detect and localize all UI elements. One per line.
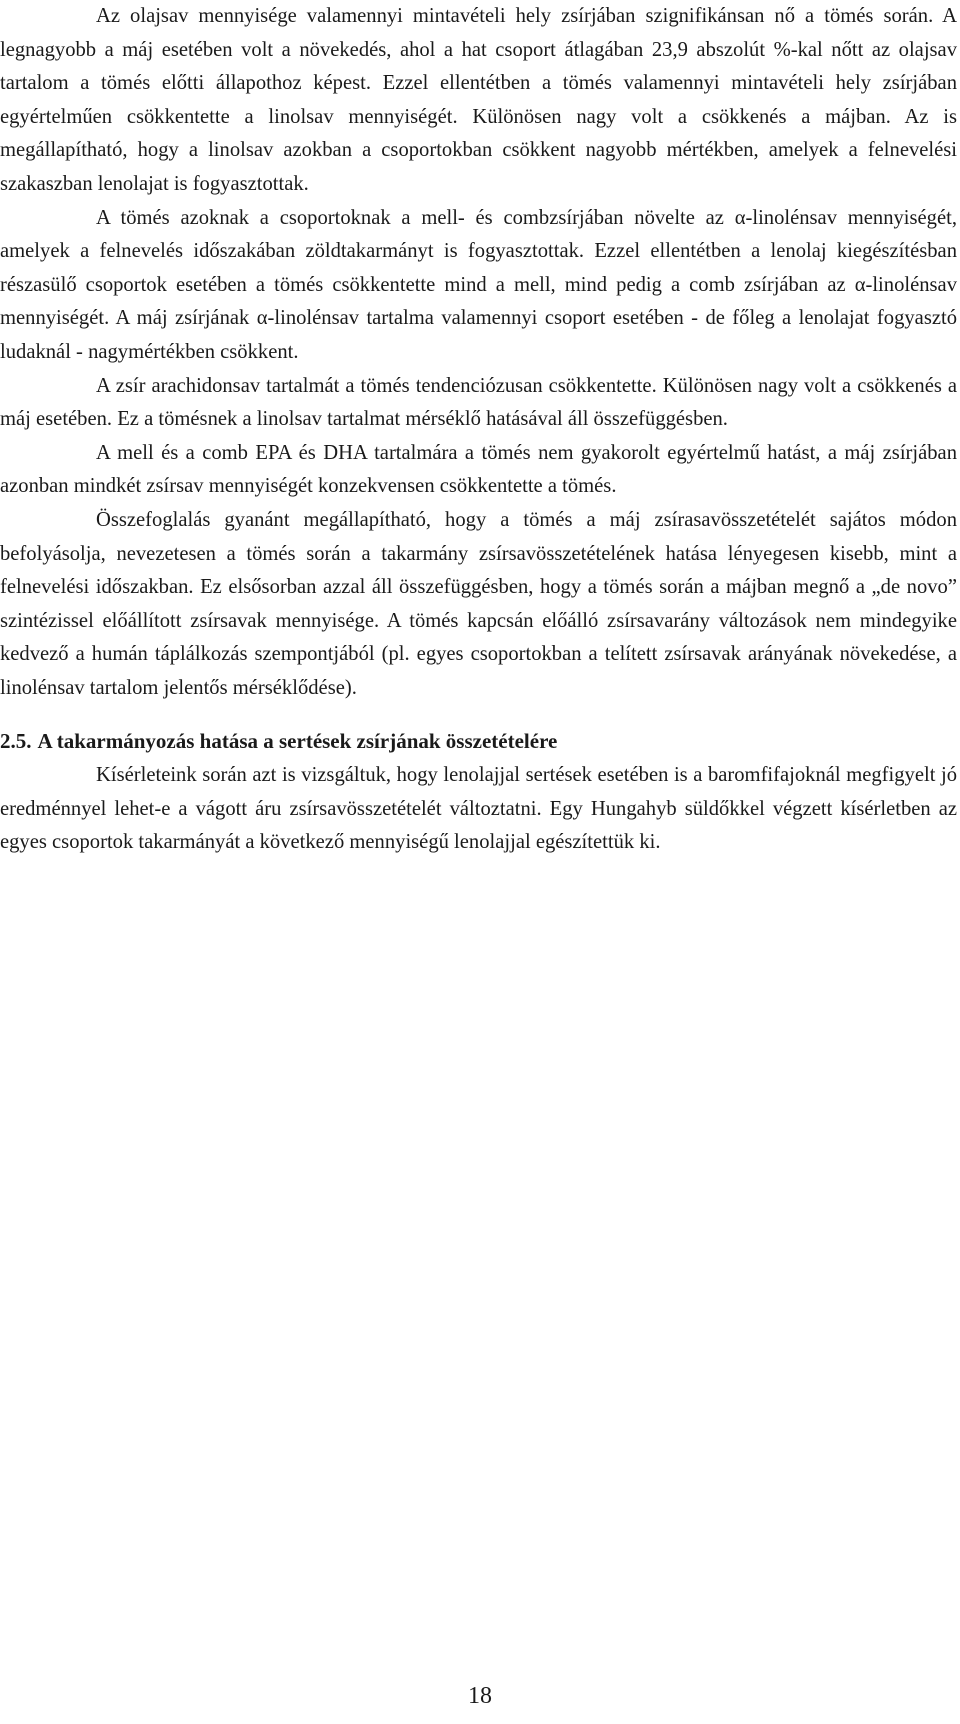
paragraph-oleic-acid: Az olajsav mennyisége valamennyi mintavételi hely zsírjában szignifikánsan nő a tömés során. A legnagyobb a máj esetében volt a növekedés, ahol a hat csoport átlagában 23,9 abszolút %-kal nőtt az olajsav tartalom a tömés előtti állapothoz képest. Ezzel ellentétben a tömés valamennyi mintavételi hely zsírjában egyértelműen csökkentette a linolsav mennyiségét. Különösen nagy volt a csökkenés a májban. Az is megállapítható, hogy a linolsav azokban a csoportokban csökkent nagyobb mértékben, amelyek a felnevelési szakaszban lenolajat is fogyasztottak. <box>0 5 957 195</box>
page-number: 18 <box>468 1683 492 1709</box>
section-title: A takarmányozás hatása a sertések zsírjának összetételére <box>37 729 558 754</box>
document-body <box>0 0 957 860</box>
section-number: 2.5. <box>0 729 32 754</box>
paragraph-pig-experiment: Kísérleteink során azt is vizsgáltuk, hogy lenolajjal sertések esetében is a baromfifajoknál megfigyelt jó eredménnyel lehet-e a vágott áru zsírsavösszetételét változtatni. Egy Hungahyb süldőkkel végzett kísérletben az egyes csoportok takarmányát a következő mennyiségű lenolajjal egészítettük ki. <box>0 764 957 854</box>
paragraph-epa-dha: A mell és a comb EPA és DHA tartalmára a tömés nem gyakorolt egyértelmű hatást, a máj zsírjában azonban mindkét zsírsav mennyiségét konzekvensen csökkentette a tömés. <box>0 441 957 498</box>
paragraph-summary: Összefoglalás gyanánt megállapítható, hogy a tömés a máj zsírasavösszetételét sajátos módon befolyásolja, nevezetesen a tömés során a takarmány zsírsavösszetételének hatása lényegesen kisebb, mint a felnevelési időszakban. Ez elsősorban azzal áll összefüggésben, hogy a tömés során a májban megnő a „de novo” szintézissel előállított zsírsavak mennyisége. A tömés kapcsán előálló zsírsavarány változások nem mindegyike kedvező a humán táplálkozás szempontjából (pl. egyes csoportokban a telített zsírsavak arányának növekedése, a linolénsav tartalom jelentős mérséklődése). <box>0 508 957 699</box>
section-spacer <box>0 705 957 725</box>
section-heading <box>0 725 957 759</box>
paragraph-arachidonic-acid: A zsír arachidonsav tartalmát a tömés tendenciózusan csökkentette. Különösen nagy volt a csökkenés a máj esetében. Ez a tömésnek a linolsav tartalmat mérséklő hatásával áll összefüggésben. <box>0 374 957 431</box>
paragraph-alpha-linolenic-acid: A tömés azoknak a csoportoknak a mell- és combzsírjában növelte az α-linolénsav mennyiségét, amelyek a felnevelés időszakában zöldtakarmányt is fogyasztottak. Ezzel ellentétben a lenolaj kiegészítésban részasülő csoportok esetében a tömés csökkentette mind a mell, mind pedig a comb zsírjában az α-linolénsav mennyiségét. A máj zsírjának α-linolénsav tartalma valamennyi csoport esetében - de főleg a lenolajat fogyasztó ludaknál - nagymértékben csökkent. <box>0 206 957 363</box>
